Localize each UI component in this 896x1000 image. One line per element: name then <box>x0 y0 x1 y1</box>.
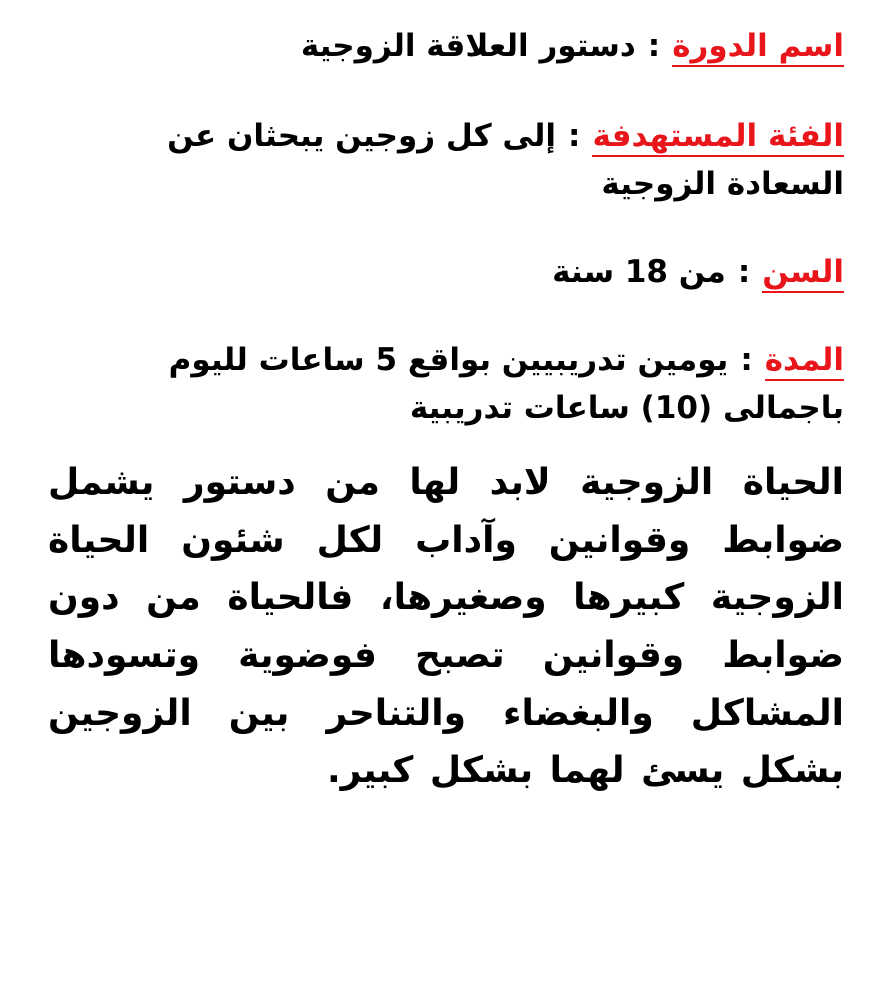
age-value: من 18 سنة <box>552 254 726 291</box>
target-audience-row <box>48 112 844 208</box>
course-name-row <box>48 22 844 70</box>
age-separator: : <box>737 254 751 291</box>
duration-row <box>48 336 844 432</box>
age-label: السن <box>762 254 844 293</box>
course-name-separator: : <box>647 28 661 64</box>
course-name-label: اسم الدورة <box>672 28 844 67</box>
target-audience-value: إلى كل زوجين يبحثان عن السعادة الزوجية <box>167 118 844 203</box>
course-description: الحياة الزوجية لابد لها من دستور يشمل ضوابط وقوانين وآداب لكل شئون الحياة الزوجية كبيرها وصغيرها، فالحياة من دون ضوابط وقوانين تصبح فوضوية وتسودها المشاكل والبغضاء والتناحر بين الزوجين بشكل يسئ لهما بشكل كبير. <box>48 462 844 792</box>
age-row <box>48 248 844 296</box>
target-audience-label: الفئة المستهدفة <box>592 118 844 157</box>
duration-label: المدة <box>765 342 844 381</box>
duration-separator: : <box>740 342 753 379</box>
target-audience-separator: : <box>568 118 581 155</box>
duration-value: يومين تدريبيين بواقع 5 ساعات لليوم باجمالى (10) ساعات تدريبية <box>168 342 844 427</box>
course-name-value: دستور العلاقة الزوجية <box>300 28 636 64</box>
